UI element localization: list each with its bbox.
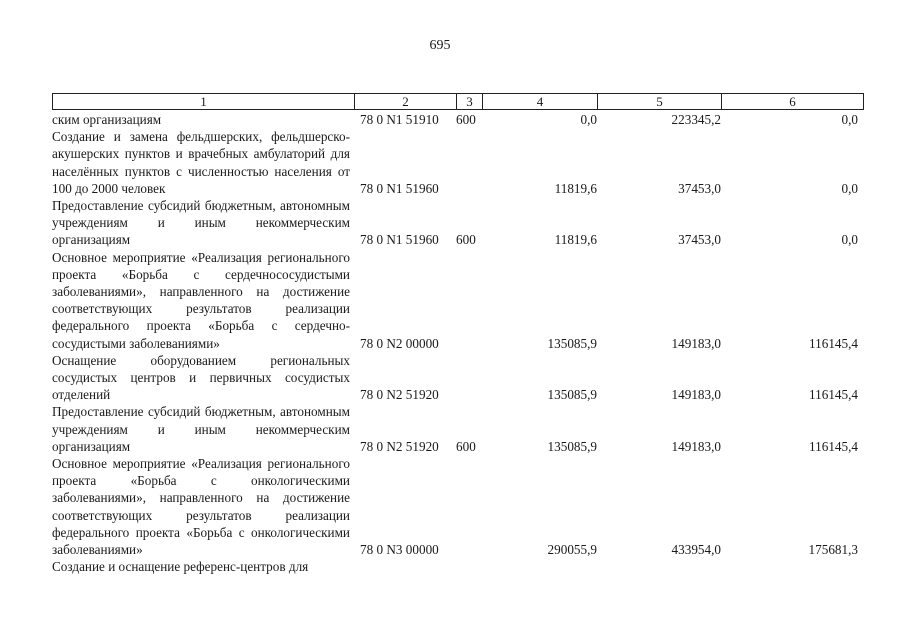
row-name: ским организациям <box>52 112 162 127</box>
row-value-4: 11819,6 <box>554 232 597 248</box>
row-code: 78 0 N2 00000 <box>360 335 439 351</box>
row-name: Оснащение оборудованием региональных сосудистых центров и первичных сосудистых отделений <box>52 352 350 403</box>
table-row <box>52 128 864 197</box>
header-col-5: 5 <box>598 94 722 109</box>
row-value-4: 290055,9 <box>547 542 597 558</box>
header-col-1: 1 <box>53 94 355 109</box>
row-value-6: 0,0 <box>841 112 858 127</box>
row-vr: 600 <box>456 232 476 248</box>
row-value-6: 116145,4 <box>809 387 858 403</box>
table-row <box>52 352 864 404</box>
row-value-5: 37453,0 <box>678 232 721 248</box>
row-value-6: 0,0 <box>841 232 858 248</box>
row-value-4: 0,0 <box>580 112 597 127</box>
row-code: 78 0 N1 51960 <box>360 180 439 196</box>
row-name: Создание и оснащение референс-центров для <box>52 559 309 575</box>
row-code: 78 0 N1 51960 <box>360 232 439 248</box>
row-code: 78 0 N2 51920 <box>360 387 439 403</box>
row-value-4: 135085,9 <box>547 335 597 351</box>
row-code: 78 0 N2 51920 <box>360 438 439 454</box>
row-value-6: 116145,4 <box>809 438 858 454</box>
header-col-2: 2 <box>355 94 457 109</box>
row-code: 78 0 N3 00000 <box>360 542 439 558</box>
row-name: Основное мероприятие «Реализация регионального проекта «Борьба с сердечнососудистыми заболеваниями», направленного на достижение соответствующих результатов реализации федерального проекта «Борьба с сердечно-сосудистыми заболеваниями» <box>52 249 350 351</box>
row-name: Предоставление субсидий бюджетным, автономным учреждениям и иным некоммерческим организациям <box>52 198 350 248</box>
row-name: Предоставление субсидий бюджетным, автономным учреждениям и иным некоммерческим организациям <box>52 404 350 454</box>
row-value-6: 116145,4 <box>809 335 858 351</box>
row-vr: 600 <box>456 438 476 454</box>
table-row <box>52 197 864 249</box>
table-row <box>52 403 864 455</box>
table-row <box>52 249 864 352</box>
row-code: 78 0 N1 51910 <box>360 112 439 127</box>
table-row <box>52 111 864 128</box>
header-col-4: 4 <box>483 94 598 109</box>
row-value-5: 433954,0 <box>671 542 721 558</box>
header-col-3: 3 <box>457 94 483 109</box>
table-header <box>52 93 864 110</box>
row-name: Основное мероприятие «Реализация регионального проекта «Борьба с онкологическими заболеваниями», направленного на достижение соответствующих результатов реализации федерального проекта «Борьба с онкологическими заболеваниями» <box>52 456 350 558</box>
table-row <box>52 558 864 575</box>
table-row <box>52 455 864 558</box>
row-value-5: 149183,0 <box>671 387 721 403</box>
row-value-4: 135085,9 <box>547 387 597 403</box>
row-value-5: 149183,0 <box>671 438 721 454</box>
row-value-5: 37453,0 <box>678 180 721 196</box>
row-value-6: 175681,3 <box>808 542 858 558</box>
page-number: 695 <box>429 38 451 53</box>
row-value-4: 11819,6 <box>554 180 597 196</box>
row-name: Создание и замена фельдшерских, фельдшерско-акушерских пунктов и врачебных амбулаторий для населённых пунктов с численностью населения от 100 до 2000 человек <box>52 129 350 196</box>
row-value-5: 223345,2 <box>671 112 721 127</box>
header-col-6: 6 <box>789 94 796 109</box>
row-value-5: 149183,0 <box>671 335 721 351</box>
row-value-6: 0,0 <box>841 180 858 196</box>
table-body <box>52 113 864 575</box>
row-value-4: 135085,9 <box>547 438 597 454</box>
row-vr: 600 <box>456 112 476 127</box>
